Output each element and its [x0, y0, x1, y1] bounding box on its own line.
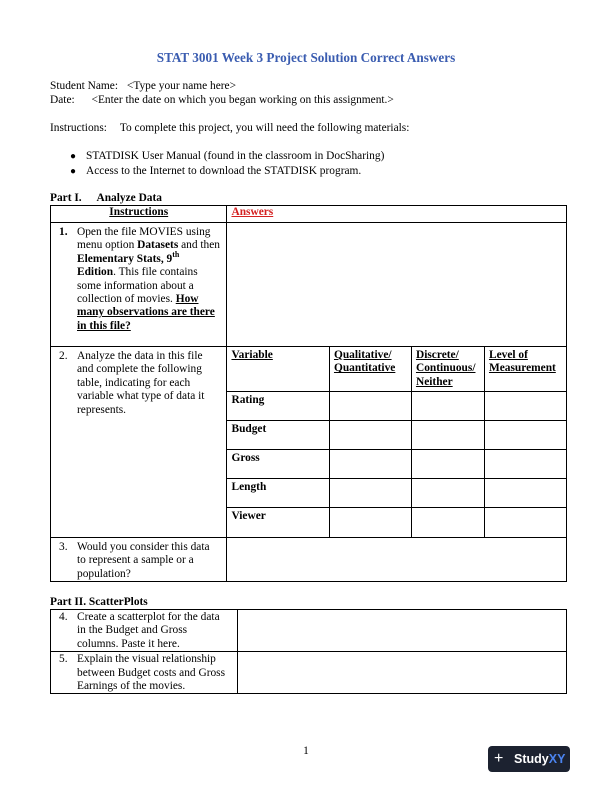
table-cell[interactable] — [329, 421, 411, 450]
table-row — [227, 508, 566, 537]
list-item: ● STATDISK User Manual (found in the classroom in DocSharing) — [70, 150, 385, 162]
question-3: 3. Would you consider this data to represent a sample or a population? — [51, 537, 227, 581]
table-cell[interactable] — [411, 392, 484, 421]
variable-budget: Budget — [227, 421, 329, 450]
question-4: 4. Create a scatterplot for the data in the Budget and Gross columns. Paste it here. — [51, 610, 238, 652]
question-1: 1. Open the file MOVIES using menu option Datasets and then Elementary Stats, 9th Edition. This file contains some information about a collection of movies. How many observations are there in this file? — [51, 223, 227, 347]
table-cell[interactable] — [329, 450, 411, 479]
table-cell[interactable] — [484, 479, 566, 508]
table-cell[interactable] — [484, 508, 566, 537]
date-value[interactable]: <Enter the date on which you began working on this assignment.> — [91, 94, 394, 106]
student-name-line — [50, 80, 236, 93]
table-row — [227, 450, 566, 479]
variable-gross: Gross — [227, 450, 329, 479]
date-line — [50, 94, 394, 107]
table-cell[interactable] — [484, 421, 566, 450]
materials-list — [70, 150, 384, 180]
variable-rating: Rating — [227, 392, 329, 421]
variable-type-table — [227, 347, 566, 537]
instructions-line — [50, 122, 409, 135]
table-cell[interactable] — [484, 450, 566, 479]
question-2: 2. Analyze the data in this file and complete the following table, indicating for each variable what type of data it represents. — [51, 347, 227, 538]
answer-4[interactable] — [237, 610, 566, 652]
page-number: 1 — [303, 745, 309, 757]
studyxy-logo — [488, 746, 570, 772]
student-name-label: Student Name: — [50, 80, 119, 92]
list-item: ● Access to the Internet to download the STATDISK program. — [70, 165, 362, 177]
col-header-instructions: Instructions — [51, 206, 227, 223]
table-cell[interactable] — [484, 392, 566, 421]
page-title: STAT 3001 Week 3 Project Solution Correct Answers — [156, 50, 456, 65]
header-variable: Variable — [227, 347, 329, 392]
answer-5[interactable] — [237, 652, 566, 694]
plus-icon: + — [494, 750, 504, 767]
table-row — [227, 392, 566, 421]
bullet-icon: ● — [70, 166, 77, 177]
table-cell[interactable] — [329, 392, 411, 421]
answer-1[interactable] — [227, 223, 567, 347]
table-cell[interactable] — [411, 421, 484, 450]
table-row — [227, 479, 566, 508]
answer-3[interactable] — [227, 537, 567, 581]
date-label: Date: — [50, 94, 75, 106]
answer-2 — [227, 347, 567, 538]
header-level-measurement: Level of Measurement — [484, 347, 566, 392]
instructions-text: To complete this project, you will need the following materials: — [119, 122, 410, 134]
variable-viewer: Viewer — [227, 508, 329, 537]
table-row — [227, 421, 566, 450]
col-header-answers: Answers — [227, 206, 567, 223]
bullet-icon: ● — [70, 151, 77, 162]
header-discrete-continuous: Discrete/ Continuous/ Neither — [411, 347, 484, 392]
logo-text: StudyXY — [514, 752, 566, 766]
part1-heading: Part I. Analyze Data — [50, 192, 162, 204]
part2-heading: Part II. ScatterPlots — [50, 596, 148, 608]
student-name-value[interactable]: <Type your name here> — [126, 80, 237, 92]
table-cell[interactable] — [329, 479, 411, 508]
table-cell[interactable] — [411, 508, 484, 537]
part2-table — [50, 609, 567, 694]
part1-table — [50, 205, 567, 582]
table-cell[interactable] — [411, 479, 484, 508]
variable-length: Length — [227, 479, 329, 508]
instructions-label: Instructions: — [50, 122, 107, 134]
table-cell[interactable] — [411, 450, 484, 479]
table-cell[interactable] — [329, 508, 411, 537]
header-qual-quant: Qualitative/ Quantitative — [329, 347, 411, 392]
question-5: 5. Explain the visual relationship between Budget costs and Gross Earnings of the movies. — [51, 652, 238, 694]
